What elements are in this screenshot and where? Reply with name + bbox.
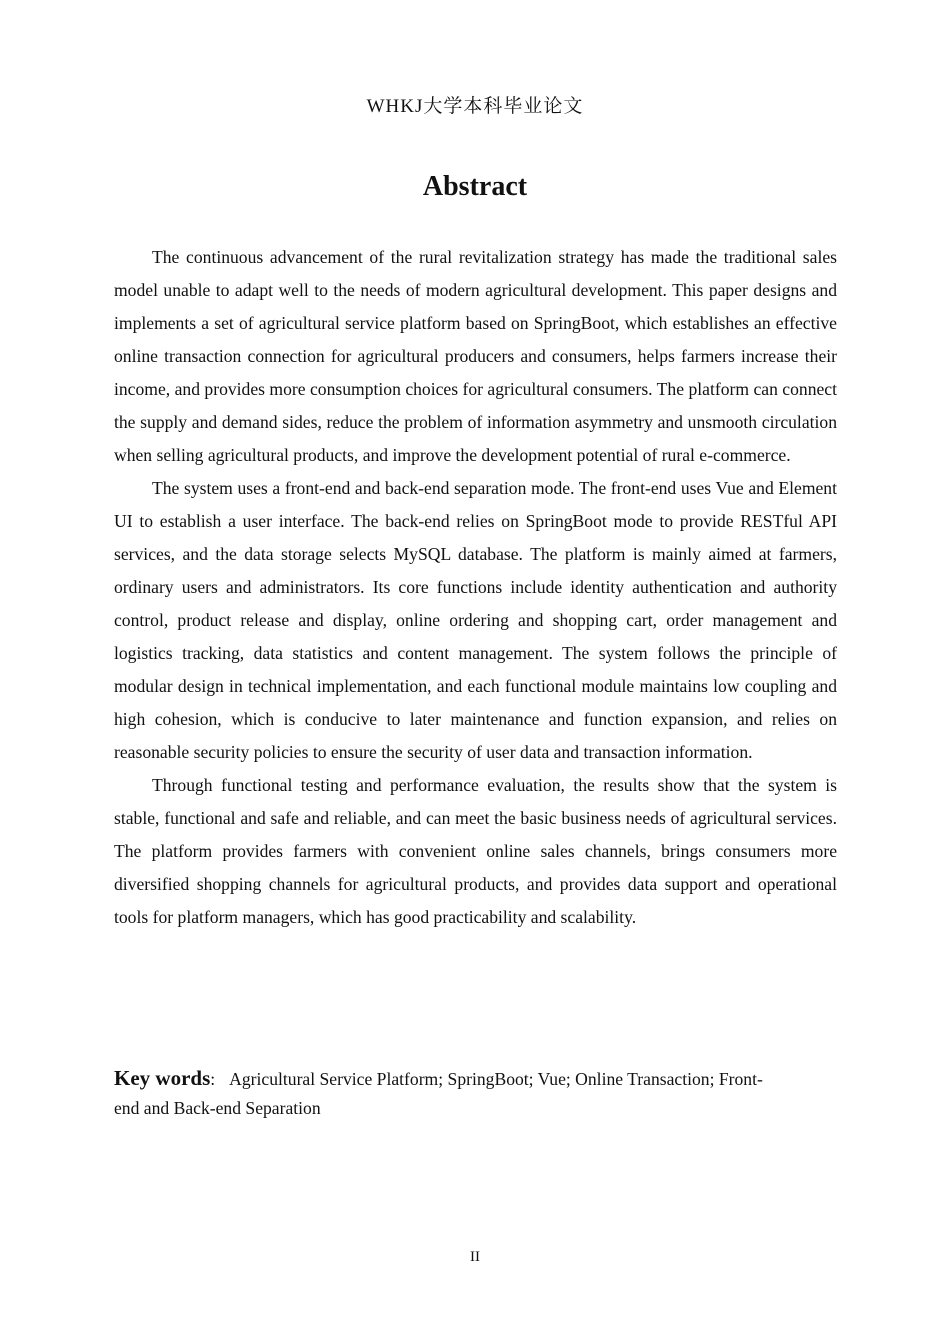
- abstract-body: [114, 241, 837, 934]
- abstract-title: Abstract: [422, 171, 528, 202]
- keywords-section: [114, 1064, 774, 1123]
- page-number: II: [470, 1249, 480, 1265]
- keywords-label: Key words: [114, 1066, 211, 1090]
- keywords-separator: :: [210, 1069, 216, 1089]
- keywords-text: Agricultural Service Platform; SpringBoot; Vue; Online Transaction; Front-end and Back-end Separation: [114, 1069, 763, 1118]
- abstract-paragraph-2: The system uses a front-end and back-end separation mode. The front-end uses Vue and Element UI to establish a user interface. The back-end relies on SpringBoot mode to provide RESTful API services, and the data storage selects MySQL database. The platform is mainly aimed at farmers, ordinary users and administrators. Its core functions include identity authentication and authority control, product release and display, online ordering and shopping cart, order management and logistics tracking, data statistics and content management. The system follows the principle of modular design in technical implementation, and each functional module maintains low coupling and high cohesion, which is conducive to later maintenance and function expansion, and relies on reasonable security policies to ensure the security of user data and transaction information.: [114, 478, 837, 762]
- abstract-paragraph-1: The continuous advancement of the rural revitalization strategy has made the traditional sales model unable to adapt well to the needs of modern agricultural development. This paper designs and implements a set of agricultural service platform based on SpringBoot, which establishes an effective online transaction connection for agricultural producers and consumers, helps farmers increase their income, and provides more consumption choices for agricultural consumers. The platform can connect the supply and demand sides, reduce the problem of information asymmetry and unsmooth circulation when selling agricultural products, and improve the development potential of rural e-commerce.: [114, 247, 837, 465]
- running-header: WHKJ大学本科毕业论文: [366, 96, 584, 117]
- abstract-paragraph-3: Through functional testing and performance evaluation, the results show that the system is stable, functional and safe and reliable, and can meet the basic business needs of agricultural services. The platform provides farmers with convenient online sales channels, brings consumers more diversified shopping channels for agricultural products, and provides data support and operational tools for platform managers, which has good practicability and scalability.: [114, 775, 837, 927]
